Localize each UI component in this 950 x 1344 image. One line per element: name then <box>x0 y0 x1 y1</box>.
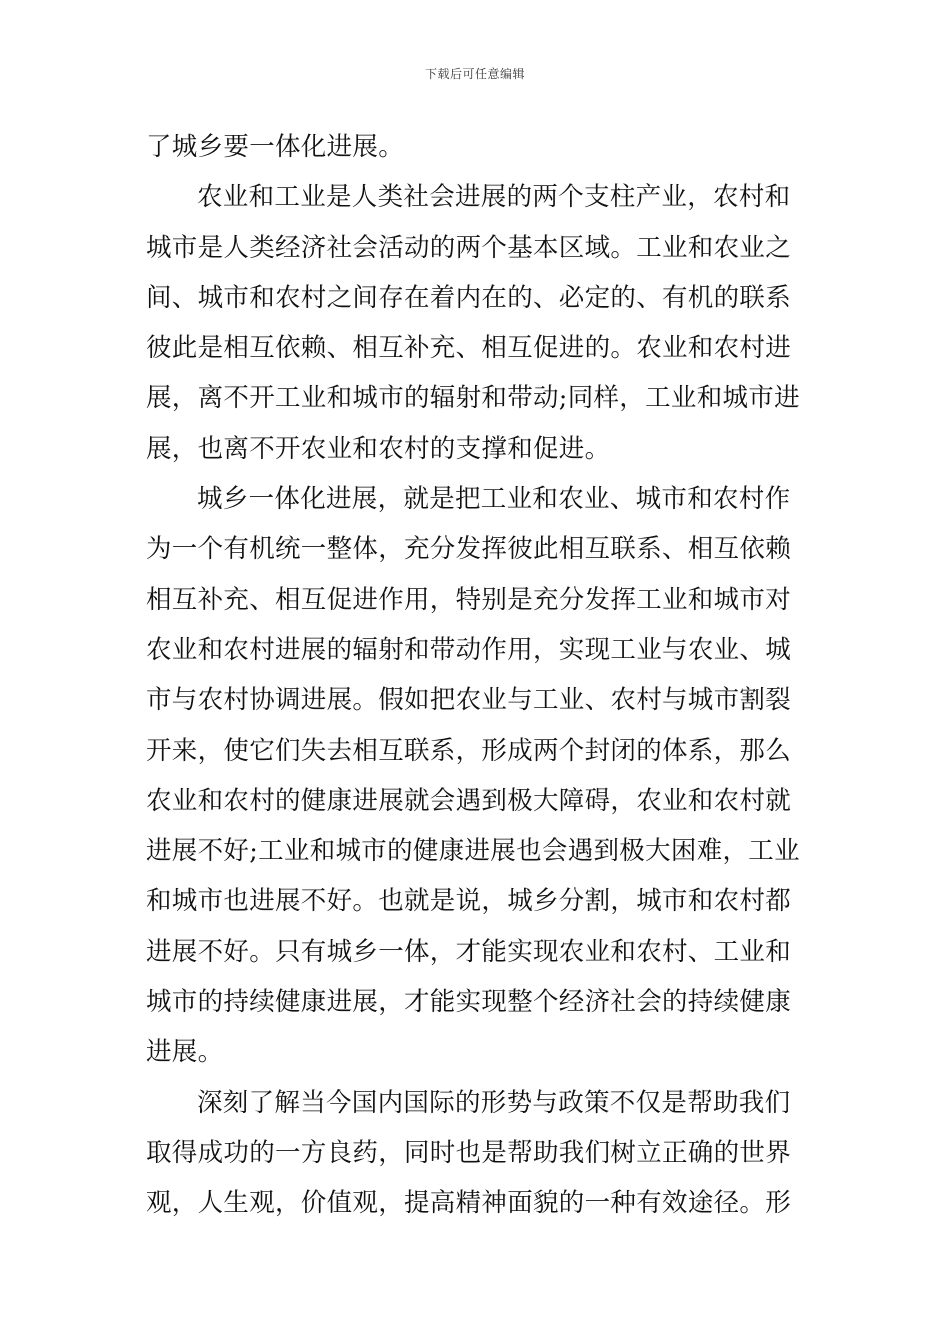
text-line: 彼此是相互依赖、相互补充、相互促进的。农业和农村进 <box>146 333 792 364</box>
text-line: 相互补充、相互促进作用，特别是充分发挥工业和城市对 <box>146 584 792 615</box>
text-line: 农业和工业是人类社会进展的两个支柱产业，农村和 <box>197 182 791 213</box>
text-line: 深刻了解当今国内国际的形势与政策不仅是帮助我们 <box>197 1087 791 1118</box>
paragraph <box>146 172 810 474</box>
text-line: 市与农村协调进展。假如把农业与工业、农村与城市割裂 <box>146 685 792 716</box>
text-line: 展，也离不开农业和农村的支撑和促进。 <box>146 433 611 464</box>
paragraph <box>146 474 810 1078</box>
text-line: 进展不好。只有城乡一体，才能实现农业和农村、工业和 <box>146 936 792 967</box>
text-line: 间、城市和农村之间存在着内在的、必定的、有机的联系 <box>146 282 792 313</box>
text-line: 观，人生观，价值观，提高精神面貌的一种有效途径。形 <box>146 1188 792 1219</box>
text-line: 展，离不开工业和城市的辐射和带动;同样，工业和城市进 <box>146 383 800 414</box>
text-line: 城市的持续健康进展，才能实现整个经济社会的持续健康 <box>146 987 792 1018</box>
text-line: 农业和农村的健康进展就会遇到极大障碍，农业和农村就 <box>146 785 792 816</box>
text-line: 农业和农村进展的辐射和带动作用，实现工业与农业、城 <box>146 634 792 665</box>
paragraph <box>146 1078 810 1229</box>
page-header: 下载后可任意编辑 <box>424 67 525 81</box>
text-line: 进展不好;工业和城市的健康进展也会遇到极大困难，工业 <box>146 836 800 867</box>
text-line: 进展。 <box>146 1037 224 1068</box>
text-line: 了城乡要一体化进展。 <box>146 132 405 162</box>
text-line: 城乡一体化进展，就是把工业和农业、城市和农村作 <box>197 484 791 515</box>
paragraph <box>146 122 810 172</box>
document-body <box>146 122 810 1229</box>
text-line: 取得成功的一方良药，同时也是帮助我们树立正确的世界 <box>146 1137 792 1168</box>
text-line: 为一个有机统一整体，充分发挥彼此相互联系、相互依赖 <box>146 534 792 565</box>
text-line: 和城市也进展不好。也就是说，城乡分割，城市和农村都 <box>146 886 792 917</box>
text-line: 开来，使它们失去相互联系，形成两个封闭的体系，那么 <box>146 735 792 766</box>
text-line: 城市是人类经济社会活动的两个基本区域。工业和农业之 <box>146 232 792 263</box>
